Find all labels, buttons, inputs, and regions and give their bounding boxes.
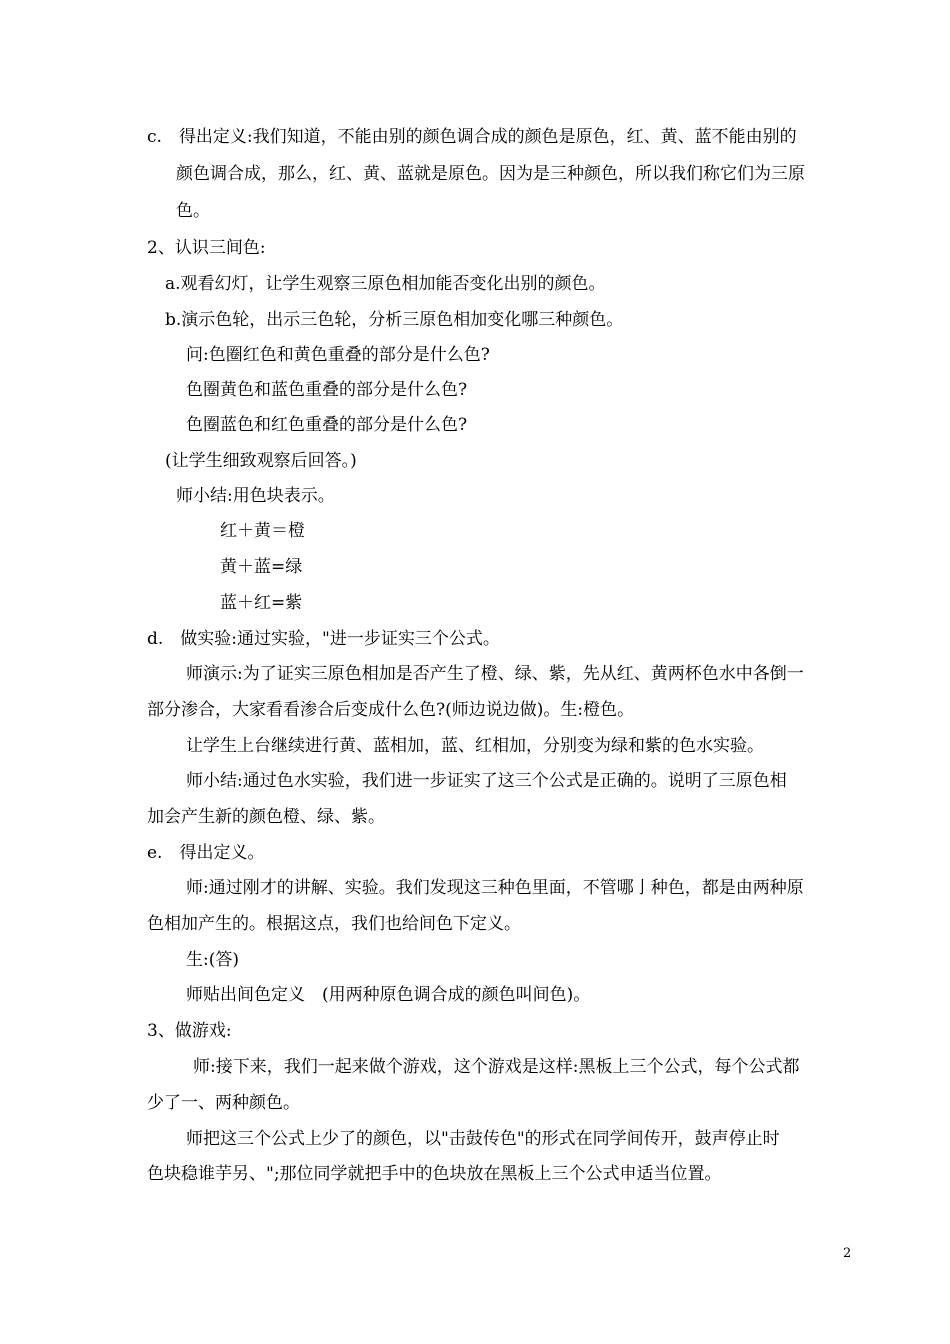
text-line: 问:色圈红色和黄色重叠的部分是什么色? [186, 345, 490, 365]
text-line: 师:通过刚才的讲解、实验。我们发现这三种色里面，不管哪亅种色，都是由两种原 [186, 878, 804, 898]
text-line: b.演示色轮，出示三色轮，分析三原色相加变化哪三种颜色。 [165, 310, 624, 330]
text-line: c. 得出定义:我们知道，不能由别的颜色调合成的颜色是原色，红、黄、蓝不能由别的 [147, 127, 797, 147]
text-line: 师小结:用色块表示。 [176, 486, 335, 506]
text-line: 部分渗合，大家看看渗合后变成什么色?(师边说边做)。生:橙色。 [147, 700, 635, 720]
formula-line: 蓝＋红=紫 [220, 593, 303, 613]
section-heading: 3、做游戏: [147, 1021, 232, 1041]
text-line: 色块稳谁芋另、";那位同学就把手中的色块放在黑板上三个公式申适当位置。 [147, 1164, 722, 1184]
text-line: 加会产生新的颜色橙、绿、紫。 [147, 807, 385, 827]
formula-line: 黄＋蓝=绿 [220, 557, 303, 577]
text-line: e. 得出定义。 [147, 843, 265, 863]
text-line: 师把这三个公式上少了的颜色，以"击鼓传色"的形式在同学间传开，鼓声停止时 [186, 1129, 780, 1149]
formula-line: 红＋黄＝橙 [220, 521, 305, 541]
text-line: (让学生细致观察后回答。) [165, 451, 357, 471]
text-line: 让学生上台继续进行黄、蓝相加，蓝、红相加，分别变为绿和紫的色水实验。 [186, 736, 764, 756]
text-line: 颜色调合成，那么，红、黄、蓝就是原色。因为是三种颜色，所以我们称它们为三原 [176, 164, 805, 184]
text-line: 色圈蓝色和红色重叠的部分是什么色? [186, 415, 468, 435]
text-line: 色圈黄色和蓝色重叠的部分是什么色? [186, 380, 468, 400]
section-heading: 2、认识三间色: [147, 238, 266, 258]
text-line: 少了一、两种颜色。 [147, 1093, 300, 1113]
text-line: 色相加产生的。根据这点，我们也给间色下定义。 [147, 914, 521, 934]
text-line: 师小结:通过色水实验，我们进一步证实了这三个公式是正确的。说明了三原色相 [186, 771, 787, 791]
text-line: a.观看幻灯，让学生观察三原色相加能否变化出别的颜色。 [165, 274, 606, 294]
text-line: 色。 [176, 201, 210, 221]
text-line: 师贴出间色定义 (用两种原色调合成的颜色叫间色)。 [186, 985, 591, 1005]
text-line: d. 做实验:通过实验，"进一步证实三个公式。 [147, 629, 500, 649]
text-line: 师:接下来，我们一起来做个游戏，这个游戏是这样:黑板上三个公式，每个公式都 [193, 1057, 800, 1077]
text-line: 师演示:为了证实三原色相加是否产生了橙、绿、紫，先从红、黄两杯色水中各倒一 [186, 664, 804, 684]
page-number: 2 [843, 1246, 852, 1261]
text-line: 生:(答) [186, 950, 239, 970]
